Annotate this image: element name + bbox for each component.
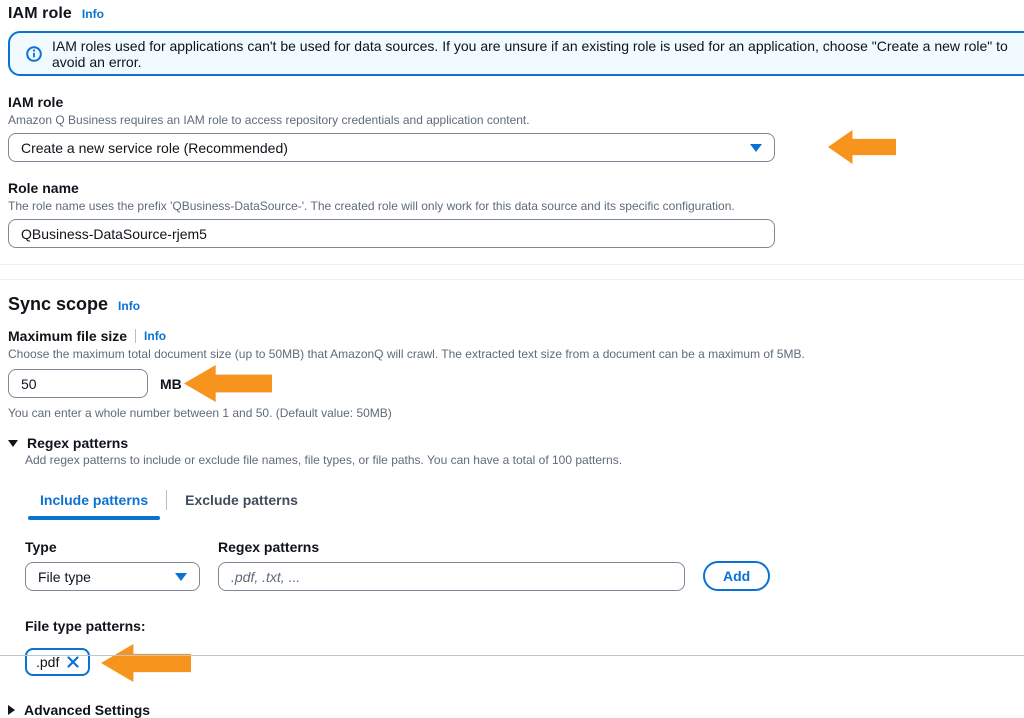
max-file-size-unit: MB (160, 375, 182, 392)
max-file-size-description: Choose the maximum total document size (up to 50MB) that AmazonQ will crawl. The extracted text size from a document can be a maximum of 5MB. (8, 347, 805, 361)
max-file-size-input[interactable] (8, 369, 148, 398)
annotation-arrow-chip-icon (101, 644, 191, 682)
caret-down-icon (175, 573, 187, 581)
tab-exclude-patterns[interactable]: Exclude patterns (185, 492, 298, 508)
annotation-arrow-role-select-icon (828, 130, 896, 164)
tab-separator (166, 490, 167, 510)
type-select[interactable] (25, 562, 200, 591)
caret-right-collapsed-icon (8, 705, 15, 715)
role-name-field-description: The role name uses the prefix 'QBusiness-DataSource-'. The created role will only work for this data source and its specific configuration. (8, 199, 735, 213)
regex-pattern-input[interactable] (218, 562, 685, 591)
max-file-size-label: Maximum file size (8, 328, 128, 344)
pattern-tabs (28, 484, 1024, 520)
type-select-value: File type (38, 568, 91, 585)
annotation-arrow-file-size-icon (184, 365, 272, 402)
close-icon[interactable] (67, 656, 79, 668)
advanced-settings-label: Advanced Settings (24, 702, 151, 718)
label-divider (135, 329, 136, 343)
caret-down-icon (750, 144, 762, 152)
caret-down-expanded-icon (8, 440, 18, 447)
file-type-patterns-label: File type patterns: (25, 618, 146, 634)
sync-scope-info-link[interactable]: Info (118, 299, 141, 313)
sync-scope-section (0, 280, 1024, 718)
role-name-field-label: Role name (8, 180, 79, 196)
add-pattern-button[interactable]: Add (703, 561, 770, 591)
pattern-chip-pdf[interactable] (25, 648, 90, 676)
tab-include-patterns[interactable]: Include patterns (28, 484, 160, 520)
regex-patterns-description: Add regex patterns to include or exclude file names, file types, or file paths. You can have a total of 100 patterns. (25, 453, 623, 467)
iam-role-field-description: Amazon Q Business requires an IAM role to access repository credentials and application content. (8, 113, 530, 127)
max-file-size-constraint: You can enter a whole number between 1 and 50. (Default value: 50MB) (8, 406, 392, 420)
sync-scope-heading: Sync scope (8, 294, 109, 314)
iam-role-select-value: Create a new service role (Recommended) (21, 139, 288, 156)
alert-text: IAM roles used for applications can't be used for data sources. If you are unsure if an existing role is used for an application, choose "Create a new role" to avoid an error. (52, 37, 1008, 70)
info-circle-icon (26, 46, 42, 62)
max-file-size-info-link[interactable]: Info (144, 329, 167, 343)
regex-patterns-expander[interactable] (8, 435, 1024, 451)
role-name-input[interactable] (8, 219, 775, 248)
iam-role-info-link[interactable]: Info (81, 7, 104, 21)
iam-role-alert (8, 31, 1024, 76)
iam-role-field-label: IAM role (8, 94, 64, 110)
iam-role-section (0, 0, 1024, 248)
regex-patterns-input-label: Regex patterns (218, 539, 320, 555)
advanced-settings-expander[interactable] (8, 702, 1024, 718)
iam-role-heading: IAM role (8, 5, 72, 22)
pattern-chip-label: .pdf (36, 654, 60, 670)
type-label: Type (25, 539, 57, 555)
section-divider (0, 264, 1024, 280)
iam-role-select[interactable] (8, 133, 775, 162)
regex-patterns-header: Regex patterns (27, 435, 129, 451)
